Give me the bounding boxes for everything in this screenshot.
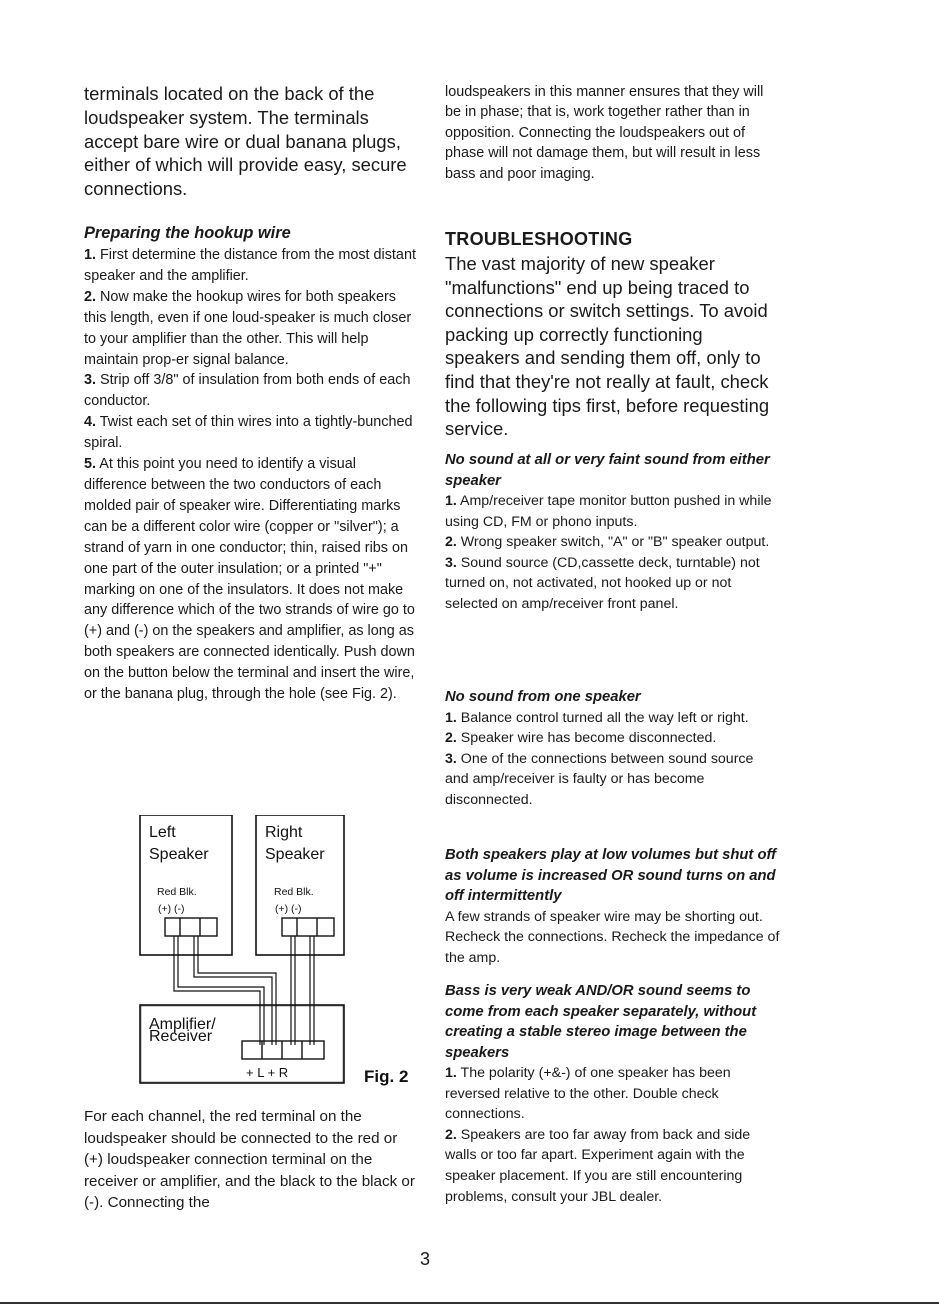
step-text: Twist each set of thin wires into a tightly-bunched spiral. bbox=[84, 414, 413, 452]
section-item bbox=[445, 749, 780, 811]
amplifier-terminals bbox=[242, 1041, 324, 1059]
section-item bbox=[445, 1125, 780, 1207]
hookup-section bbox=[84, 223, 418, 705]
right-wires bbox=[291, 936, 314, 1045]
section-heading: No sound from one speaker bbox=[445, 689, 641, 705]
item-number: 2. bbox=[445, 534, 457, 551]
section-heading: Bass is very weak AND/OR sound seems to come from each speaker separately, without creating a stable stereo image between the speakers bbox=[445, 983, 757, 1061]
troubleshooting-section bbox=[445, 687, 780, 810]
page-number: 3 bbox=[420, 1249, 431, 1269]
step-number: 4. bbox=[84, 414, 97, 431]
right-polarity-label: (+) (-) bbox=[275, 903, 302, 915]
intro-paragraph: terminals located on the back of the loudspeaker system. The terminals accept bare wire or dual banana plugs, either of which will provide easy, secure connections. bbox=[84, 83, 407, 200]
left-speaker-terminals bbox=[165, 918, 217, 936]
item-text: Speaker wire has become disconnected. bbox=[456, 730, 717, 747]
section-heading: Both speakers play at low volumes but shut off as volume is increased OR sound turns on and off intermittently bbox=[445, 847, 777, 904]
troubleshooting-section bbox=[445, 845, 780, 968]
amplifier-label-2: Receiver bbox=[149, 1028, 213, 1045]
step-text: Strip off 3/8" of insulation from both ends of each conductor. bbox=[84, 372, 411, 410]
item-number: 1. bbox=[445, 493, 457, 509]
section-item bbox=[445, 1063, 780, 1125]
troubleshooting-section bbox=[445, 450, 780, 615]
troubleshooting-title: TROUBLESHOOTING bbox=[445, 229, 633, 249]
step-number: 2. bbox=[84, 288, 97, 305]
hookup-heading: Preparing the hookup wire bbox=[84, 224, 291, 242]
troubleshooting-intro: The vast majority of new speaker "malfunctions" end up being traced to connections or switch settings. To avoid packing up correctly functioning speakers and sending them off, only to find that they're not really at fault, check the following tips first, before requesting service. bbox=[445, 253, 770, 440]
item-text: Balance control turned all the way left or right. bbox=[456, 709, 749, 726]
left-polarity-label: (+) (-) bbox=[158, 903, 185, 915]
step-text: At this point you need to identify a visual difference between the two conductors of each molded pair of speaker wire. Differentiating marks can be a different color wire (copper or "silver"); a strand of yarn in one conductor; thin, raised ribs on one part of the outer insulation; or a printed "+" marking on one of the insulators. It does not make any difference which of the two strands of wire go to (+) and (-) on the speakers and amplifier, as long as both speakers are connected identically. Push down on the button below the terminal and insert the wire, or the banana plug, through the hole (see Fig. 2). bbox=[84, 456, 415, 703]
hookup-step bbox=[84, 245, 418, 287]
bottom-rule bbox=[0, 1302, 939, 1304]
right-speaker-label-2: Speaker bbox=[265, 846, 325, 863]
step-number: 5. bbox=[84, 456, 97, 473]
wiring-diagram bbox=[136, 815, 436, 1095]
item-text: A few strands of speaker wire may be shorting out. Recheck the connections. Recheck the impedance of the amp. bbox=[445, 908, 780, 966]
section-item bbox=[445, 553, 780, 615]
item-number: 3. bbox=[445, 750, 457, 767]
item-text: One of the connections between sound source and amp/receiver is faulty or has become disconnected. bbox=[445, 750, 754, 808]
item-text: Amp/receiver tape monitor button pushed in while using CD, FM or phono inputs. bbox=[445, 493, 772, 530]
amplifier-label-1: Amplifier/ bbox=[149, 1016, 216, 1033]
left-red-blk-label: Red Blk. bbox=[157, 886, 197, 898]
left-speaker-label-1: Left bbox=[149, 824, 176, 841]
amplifier-terminal-labels: + L + R bbox=[246, 1065, 289, 1080]
item-text: Speakers are too far away from back and side walls or too far apart. Experiment again with the speaker placement. If you are still encountering problems, consult your JBL dealer. bbox=[445, 1126, 751, 1205]
step-text: First determine the distance from the most distant speaker and the amplifier. bbox=[84, 247, 416, 284]
figure-caption: Fig. 2 bbox=[364, 1067, 409, 1086]
item-text: Wrong speaker switch, "A" or "B" speaker output. bbox=[456, 534, 770, 551]
item-number: 3. bbox=[445, 554, 457, 571]
item-number: 2. bbox=[445, 1126, 457, 1143]
troubleshooting-section bbox=[445, 981, 780, 1207]
section-item bbox=[445, 708, 780, 729]
right-speaker-terminals bbox=[282, 918, 334, 936]
section-item bbox=[445, 532, 780, 553]
right-speaker-label-1: Right bbox=[265, 824, 303, 841]
hookup-step bbox=[84, 412, 418, 454]
section-item bbox=[445, 728, 780, 749]
item-text: Sound source (CD,cassette deck, turntable) not turned on, not activated, not hooked up or not selected on amp/receiver front panel. bbox=[445, 554, 760, 612]
item-text: The polarity (+&-) of one speaker has been reversed relative to the other. Double check connections. bbox=[445, 1065, 731, 1123]
step-text: Now make the hookup wires for both speakers this length, even if one loud-speaker is much closer to your amplifier than the other. This will help maintain prop-er signal balance. bbox=[84, 288, 412, 368]
step-number: 1. bbox=[84, 247, 97, 263]
item-number: 1. bbox=[445, 709, 457, 726]
right-intro-paragraph: loudspeakers in this manner ensures that they will be in phase; that is, work together rather than in opposition. Connecting the loudspeakers out of phase will not damage them, but will result in less bass and poor imaging. bbox=[445, 84, 764, 182]
after-figure-paragraph: For each channel, the red terminal on the loudspeaker should be connected to the red or (+) loudspeaker connection terminal on the receiver or amplifier, and the black to the black or (-). Connecting the bbox=[84, 1108, 415, 1212]
left-speaker-label-2: Speaker bbox=[149, 846, 209, 863]
right-red-blk-label: Red Blk. bbox=[274, 886, 314, 898]
step-number: 3. bbox=[84, 372, 97, 389]
hookup-step bbox=[84, 370, 418, 412]
section-item bbox=[445, 907, 780, 969]
section-item bbox=[445, 491, 780, 532]
hookup-step bbox=[84, 454, 418, 705]
section-heading: No sound at all or very faint sound from either speaker bbox=[445, 452, 770, 489]
item-number: 1. bbox=[445, 1065, 457, 1081]
hookup-step bbox=[84, 287, 418, 371]
item-number: 2. bbox=[445, 730, 457, 747]
